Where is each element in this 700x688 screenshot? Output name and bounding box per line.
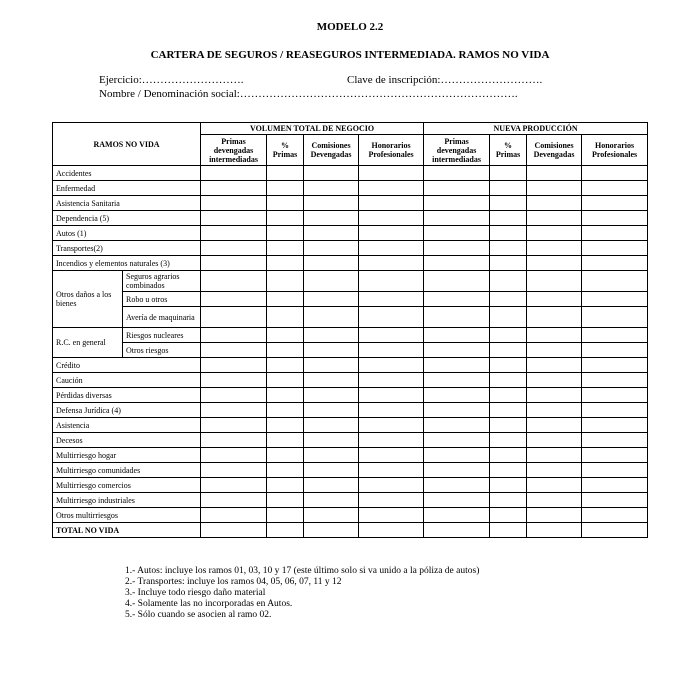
data-cell[interactable]: [527, 388, 582, 403]
data-cell[interactable]: [304, 343, 359, 358]
data-cell[interactable]: [424, 508, 490, 523]
data-cell[interactable]: [359, 358, 424, 373]
data-cell[interactable]: [359, 256, 424, 271]
data-cell[interactable]: [527, 463, 582, 478]
data-cell[interactable]: [424, 196, 490, 211]
data-cell[interactable]: [267, 307, 304, 328]
data-cell[interactable]: [527, 292, 582, 307]
data-cell[interactable]: [490, 433, 527, 448]
data-cell[interactable]: [424, 463, 490, 478]
data-cell[interactable]: [582, 523, 648, 538]
data-cell[interactable]: [267, 241, 304, 256]
data-cell[interactable]: [201, 292, 267, 307]
data-cell[interactable]: [359, 478, 424, 493]
data-cell[interactable]: [527, 343, 582, 358]
table-row: [53, 493, 648, 508]
table-row: [53, 523, 648, 538]
footnote: 4.- Solamente las no incorporadas en Autos.: [125, 599, 293, 609]
data-cell[interactable]: [267, 493, 304, 508]
ramos-header: RAMOS NO VIDA: [53, 123, 201, 166]
data-cell[interactable]: [490, 292, 527, 307]
data-cell[interactable]: [304, 307, 359, 328]
data-cell[interactable]: [359, 433, 424, 448]
data-cell[interactable]: [490, 373, 527, 388]
data-cell[interactable]: [267, 211, 304, 226]
group-header-nueva-produccion: NUEVA PRODUCCIÓN: [424, 123, 648, 135]
column-header: Comisiones Devengadas: [527, 135, 582, 166]
data-cell[interactable]: [582, 508, 648, 523]
row-label: Dependencia (5): [53, 211, 201, 226]
data-cell[interactable]: [424, 226, 490, 241]
data-cell[interactable]: [304, 292, 359, 307]
data-cell[interactable]: [582, 463, 648, 478]
data-cell[interactable]: [201, 388, 267, 403]
footnote: 5.- Sólo cuando se asocien al ramo 02.: [125, 610, 272, 620]
data-cell[interactable]: [490, 523, 527, 538]
row-label: Otros multirriesgos: [53, 508, 201, 523]
data-cell[interactable]: [490, 271, 527, 292]
table-row: [53, 343, 648, 358]
data-cell[interactable]: [490, 448, 527, 463]
table-row: [53, 271, 648, 292]
data-cell[interactable]: [359, 271, 424, 292]
data-cell[interactable]: [527, 226, 582, 241]
table-row: [53, 418, 648, 433]
column-header: Primas devengadas intermediadas: [424, 135, 490, 166]
row-label: Caución: [53, 373, 201, 388]
data-cell[interactable]: [490, 418, 527, 433]
data-cell[interactable]: [304, 241, 359, 256]
data-cell[interactable]: [582, 478, 648, 493]
column-header: % Primas: [267, 135, 304, 166]
data-cell[interactable]: [201, 418, 267, 433]
nombre-denominacion-field[interactable]: Nombre / Denominación social:………………………………………………………………….: [99, 88, 518, 100]
data-cell[interactable]: [424, 271, 490, 292]
data-cell[interactable]: [424, 433, 490, 448]
row-label: Incendios y elementos naturales (3): [53, 256, 201, 271]
data-cell[interactable]: [304, 418, 359, 433]
data-cell[interactable]: [490, 241, 527, 256]
data-cell[interactable]: [267, 403, 304, 418]
table-row: [53, 508, 648, 523]
data-cell[interactable]: [490, 226, 527, 241]
data-cell[interactable]: [304, 166, 359, 181]
data-cell[interactable]: [359, 343, 424, 358]
table-row: [53, 358, 648, 373]
data-cell[interactable]: [424, 307, 490, 328]
table-row: [53, 388, 648, 403]
data-cell[interactable]: [304, 181, 359, 196]
data-cell[interactable]: [267, 328, 304, 343]
data-cell[interactable]: [424, 403, 490, 418]
data-cell[interactable]: [527, 478, 582, 493]
data-cell[interactable]: [527, 328, 582, 343]
data-cell[interactable]: [527, 433, 582, 448]
clave-inscripcion-field[interactable]: Clave de inscripción:……………………….: [347, 74, 543, 86]
data-cell[interactable]: [267, 373, 304, 388]
row-sublabel: Seguros agrarios combinados: [123, 271, 201, 292]
data-cell[interactable]: [424, 166, 490, 181]
data-cell[interactable]: [527, 271, 582, 292]
data-cell[interactable]: [582, 493, 648, 508]
data-cell[interactable]: [490, 463, 527, 478]
data-cell[interactable]: [201, 478, 267, 493]
data-cell[interactable]: [267, 388, 304, 403]
table-row: [53, 226, 648, 241]
data-cell[interactable]: [304, 388, 359, 403]
row-label: Defensa Jurídica (4): [53, 403, 201, 418]
data-cell[interactable]: [201, 493, 267, 508]
data-cell[interactable]: [490, 196, 527, 211]
data-cell[interactable]: [201, 211, 267, 226]
row-sublabel: Otros riesgos: [123, 343, 201, 358]
data-cell[interactable]: [359, 241, 424, 256]
data-cell[interactable]: [527, 418, 582, 433]
data-cell[interactable]: [304, 196, 359, 211]
table-row: [53, 256, 648, 271]
data-cell[interactable]: [359, 403, 424, 418]
data-cell[interactable]: [267, 271, 304, 292]
row-label: Transportes(2): [53, 241, 201, 256]
data-cell[interactable]: [201, 271, 267, 292]
table-row: [53, 373, 648, 388]
data-cell[interactable]: [304, 226, 359, 241]
data-cell[interactable]: [304, 523, 359, 538]
data-cell[interactable]: [201, 448, 267, 463]
data-cell[interactable]: [527, 448, 582, 463]
data-cell[interactable]: [304, 211, 359, 226]
row-sublabel: Robo u otros: [123, 292, 201, 307]
data-cell[interactable]: [424, 373, 490, 388]
data-cell[interactable]: [267, 523, 304, 538]
row-label: TOTAL NO VIDA: [53, 523, 201, 538]
data-cell[interactable]: [582, 166, 648, 181]
data-cell[interactable]: [490, 508, 527, 523]
group-header-volumen: VOLUMEN TOTAL DE NEGOCIO: [201, 123, 424, 135]
data-cell[interactable]: [490, 493, 527, 508]
data-cell[interactable]: [424, 292, 490, 307]
data-cell[interactable]: [201, 523, 267, 538]
table-row: [53, 403, 648, 418]
row-label: Multirriesgo industriales: [53, 493, 201, 508]
data-cell[interactable]: [359, 508, 424, 523]
data-cell[interactable]: [267, 343, 304, 358]
data-cell[interactable]: [267, 166, 304, 181]
data-cell[interactable]: [201, 343, 267, 358]
table-row: [53, 307, 648, 328]
data-cell[interactable]: [359, 166, 424, 181]
data-cell[interactable]: [424, 478, 490, 493]
data-cell[interactable]: [424, 328, 490, 343]
data-cell[interactable]: [267, 508, 304, 523]
data-cell[interactable]: [304, 478, 359, 493]
data-cell[interactable]: [582, 388, 648, 403]
row-label: Pérdidas diversas: [53, 388, 201, 403]
data-cell[interactable]: [201, 358, 267, 373]
footnote: 2.- Transportes: incluye los ramos 04, 05, 06, 07, 11 y 12: [125, 577, 342, 587]
model-title: MODELO 2.2: [316, 21, 384, 33]
data-cell[interactable]: [582, 292, 648, 307]
data-cell[interactable]: [201, 226, 267, 241]
data-cell[interactable]: [582, 211, 648, 226]
data-cell[interactable]: [267, 292, 304, 307]
data-cell[interactable]: [424, 388, 490, 403]
data-cell[interactable]: [527, 256, 582, 271]
table-row: [53, 292, 648, 307]
data-cell[interactable]: [582, 271, 648, 292]
data-cell[interactable]: [527, 307, 582, 328]
data-cell[interactable]: [359, 493, 424, 508]
data-cell[interactable]: [201, 403, 267, 418]
data-cell[interactable]: [267, 256, 304, 271]
data-cell[interactable]: [490, 478, 527, 493]
data-cell[interactable]: [267, 181, 304, 196]
row-label: Autos (1): [53, 226, 201, 241]
data-cell[interactable]: [527, 373, 582, 388]
row-label: Enfermedad: [53, 181, 201, 196]
footnote: 1.- Autos: incluye los ramos 01, 03, 10 y 17 (este último solo si va unido a la póliza de autos): [125, 566, 480, 576]
data-cell[interactable]: [201, 307, 267, 328]
data-cell[interactable]: [359, 211, 424, 226]
data-cell[interactable]: [267, 226, 304, 241]
data-cell[interactable]: [582, 328, 648, 343]
column-header: Comisiones Devengadas: [304, 135, 359, 166]
data-cell[interactable]: [424, 418, 490, 433]
data-cell[interactable]: [490, 358, 527, 373]
data-cell[interactable]: [304, 493, 359, 508]
data-cell[interactable]: [359, 523, 424, 538]
data-cell[interactable]: [490, 388, 527, 403]
data-cell[interactable]: [582, 241, 648, 256]
data-cell[interactable]: [582, 358, 648, 373]
data-cell[interactable]: [359, 307, 424, 328]
data-cell[interactable]: [582, 448, 648, 463]
data-cell[interactable]: [424, 523, 490, 538]
data-cell[interactable]: [527, 358, 582, 373]
data-cell[interactable]: [359, 328, 424, 343]
footnote: 3.- Incluye todo riesgo daño material: [125, 588, 266, 598]
row-label: Multirriesgo comunidades: [53, 463, 201, 478]
data-cell[interactable]: [582, 196, 648, 211]
data-cell[interactable]: [359, 418, 424, 433]
data-cell[interactable]: [359, 388, 424, 403]
data-cell[interactable]: [201, 433, 267, 448]
table-row: [53, 463, 648, 478]
data-cell[interactable]: [582, 343, 648, 358]
data-cell[interactable]: [490, 181, 527, 196]
data-cell[interactable]: [582, 256, 648, 271]
data-cell[interactable]: [527, 241, 582, 256]
row-label: Accidentes: [53, 166, 201, 181]
row-label: Asistencia Sanitaria: [53, 196, 201, 211]
data-cell[interactable]: [304, 463, 359, 478]
data-cell[interactable]: [304, 271, 359, 292]
data-cell[interactable]: [424, 358, 490, 373]
data-cell[interactable]: [201, 463, 267, 478]
data-cell[interactable]: [304, 433, 359, 448]
row-label: Asistencia: [53, 418, 201, 433]
row-group-label: R.C. en general: [53, 328, 123, 358]
data-cell[interactable]: [267, 478, 304, 493]
data-cell[interactable]: [527, 166, 582, 181]
data-cell[interactable]: [582, 433, 648, 448]
data-cell[interactable]: [490, 307, 527, 328]
data-cell[interactable]: [424, 241, 490, 256]
row-sublabel: Avería de maquinaria: [123, 307, 201, 328]
data-cell[interactable]: [582, 403, 648, 418]
data-cell[interactable]: [201, 328, 267, 343]
data-cell[interactable]: [490, 256, 527, 271]
data-cell[interactable]: [527, 196, 582, 211]
column-header: Primas devengadas intermediadas: [201, 135, 267, 166]
row-label: Decesos: [53, 433, 201, 448]
column-header: % Primas: [490, 135, 527, 166]
table-row: [53, 181, 648, 196]
data-cell[interactable]: [359, 373, 424, 388]
data-cell[interactable]: [267, 433, 304, 448]
data-cell[interactable]: [201, 196, 267, 211]
data-cell[interactable]: [304, 328, 359, 343]
data-cell[interactable]: [490, 211, 527, 226]
data-cell[interactable]: [267, 448, 304, 463]
table-row: [53, 478, 648, 493]
data-cell[interactable]: [582, 181, 648, 196]
data-cell[interactable]: [304, 256, 359, 271]
table-row: [53, 328, 648, 343]
data-cell[interactable]: [359, 181, 424, 196]
column-header: Honorarios Profesionales: [359, 135, 424, 166]
data-cell[interactable]: [424, 493, 490, 508]
data-cell[interactable]: [582, 226, 648, 241]
row-label: Multirriesgo hogar: [53, 448, 201, 463]
data-cell[interactable]: [201, 256, 267, 271]
data-cell[interactable]: [304, 448, 359, 463]
data-cell[interactable]: [201, 508, 267, 523]
ejercicio-field[interactable]: Ejercicio:……………………….: [99, 74, 244, 86]
data-cell[interactable]: [267, 196, 304, 211]
data-cell[interactable]: [527, 493, 582, 508]
data-cell[interactable]: [201, 373, 267, 388]
data-cell[interactable]: [490, 328, 527, 343]
table-row: [53, 433, 648, 448]
data-cell[interactable]: [424, 256, 490, 271]
data-cell[interactable]: [490, 403, 527, 418]
table-row: [53, 166, 648, 181]
data-cell[interactable]: [304, 358, 359, 373]
data-cell[interactable]: [359, 226, 424, 241]
data-cell[interactable]: [527, 508, 582, 523]
footnotes: [125, 566, 479, 621]
data-cell[interactable]: [359, 196, 424, 211]
data-cell[interactable]: [424, 211, 490, 226]
table-row: [53, 211, 648, 226]
data-cell[interactable]: [582, 418, 648, 433]
column-header: Honorarios Profesionales: [582, 135, 648, 166]
data-cell[interactable]: [359, 292, 424, 307]
row-label: Multirriesgo comercios: [53, 478, 201, 493]
data-cell[interactable]: [582, 307, 648, 328]
row-sublabel: Riesgos nucleares: [123, 328, 201, 343]
data-cell[interactable]: [201, 241, 267, 256]
data-cell[interactable]: [490, 343, 527, 358]
table-row: [53, 448, 648, 463]
data-cell[interactable]: [304, 403, 359, 418]
data-cell[interactable]: [201, 181, 267, 196]
data-cell[interactable]: [490, 166, 527, 181]
data-cell[interactable]: [304, 373, 359, 388]
row-group-label: Otros daños a los bienes: [53, 271, 123, 328]
data-cell[interactable]: [527, 403, 582, 418]
data-cell[interactable]: [424, 181, 490, 196]
table-row: [53, 196, 648, 211]
data-cell[interactable]: [424, 448, 490, 463]
data-cell[interactable]: [527, 211, 582, 226]
data-cell[interactable]: [359, 463, 424, 478]
data-cell[interactable]: [527, 181, 582, 196]
data-cell[interactable]: [424, 343, 490, 358]
data-cell[interactable]: [267, 463, 304, 478]
document-title: CARTERA DE SEGUROS / REASEGUROS INTERMEDIADA. RAMOS NO VIDA: [150, 49, 550, 61]
data-cell[interactable]: [267, 358, 304, 373]
data-cell[interactable]: [359, 448, 424, 463]
ramos-no-vida-table: [52, 122, 648, 538]
data-cell[interactable]: [267, 418, 304, 433]
row-label: Crédito: [53, 358, 201, 373]
data-cell[interactable]: [527, 523, 582, 538]
data-cell[interactable]: [201, 166, 267, 181]
data-cell[interactable]: [304, 508, 359, 523]
table-row: [53, 241, 648, 256]
data-cell[interactable]: [582, 373, 648, 388]
